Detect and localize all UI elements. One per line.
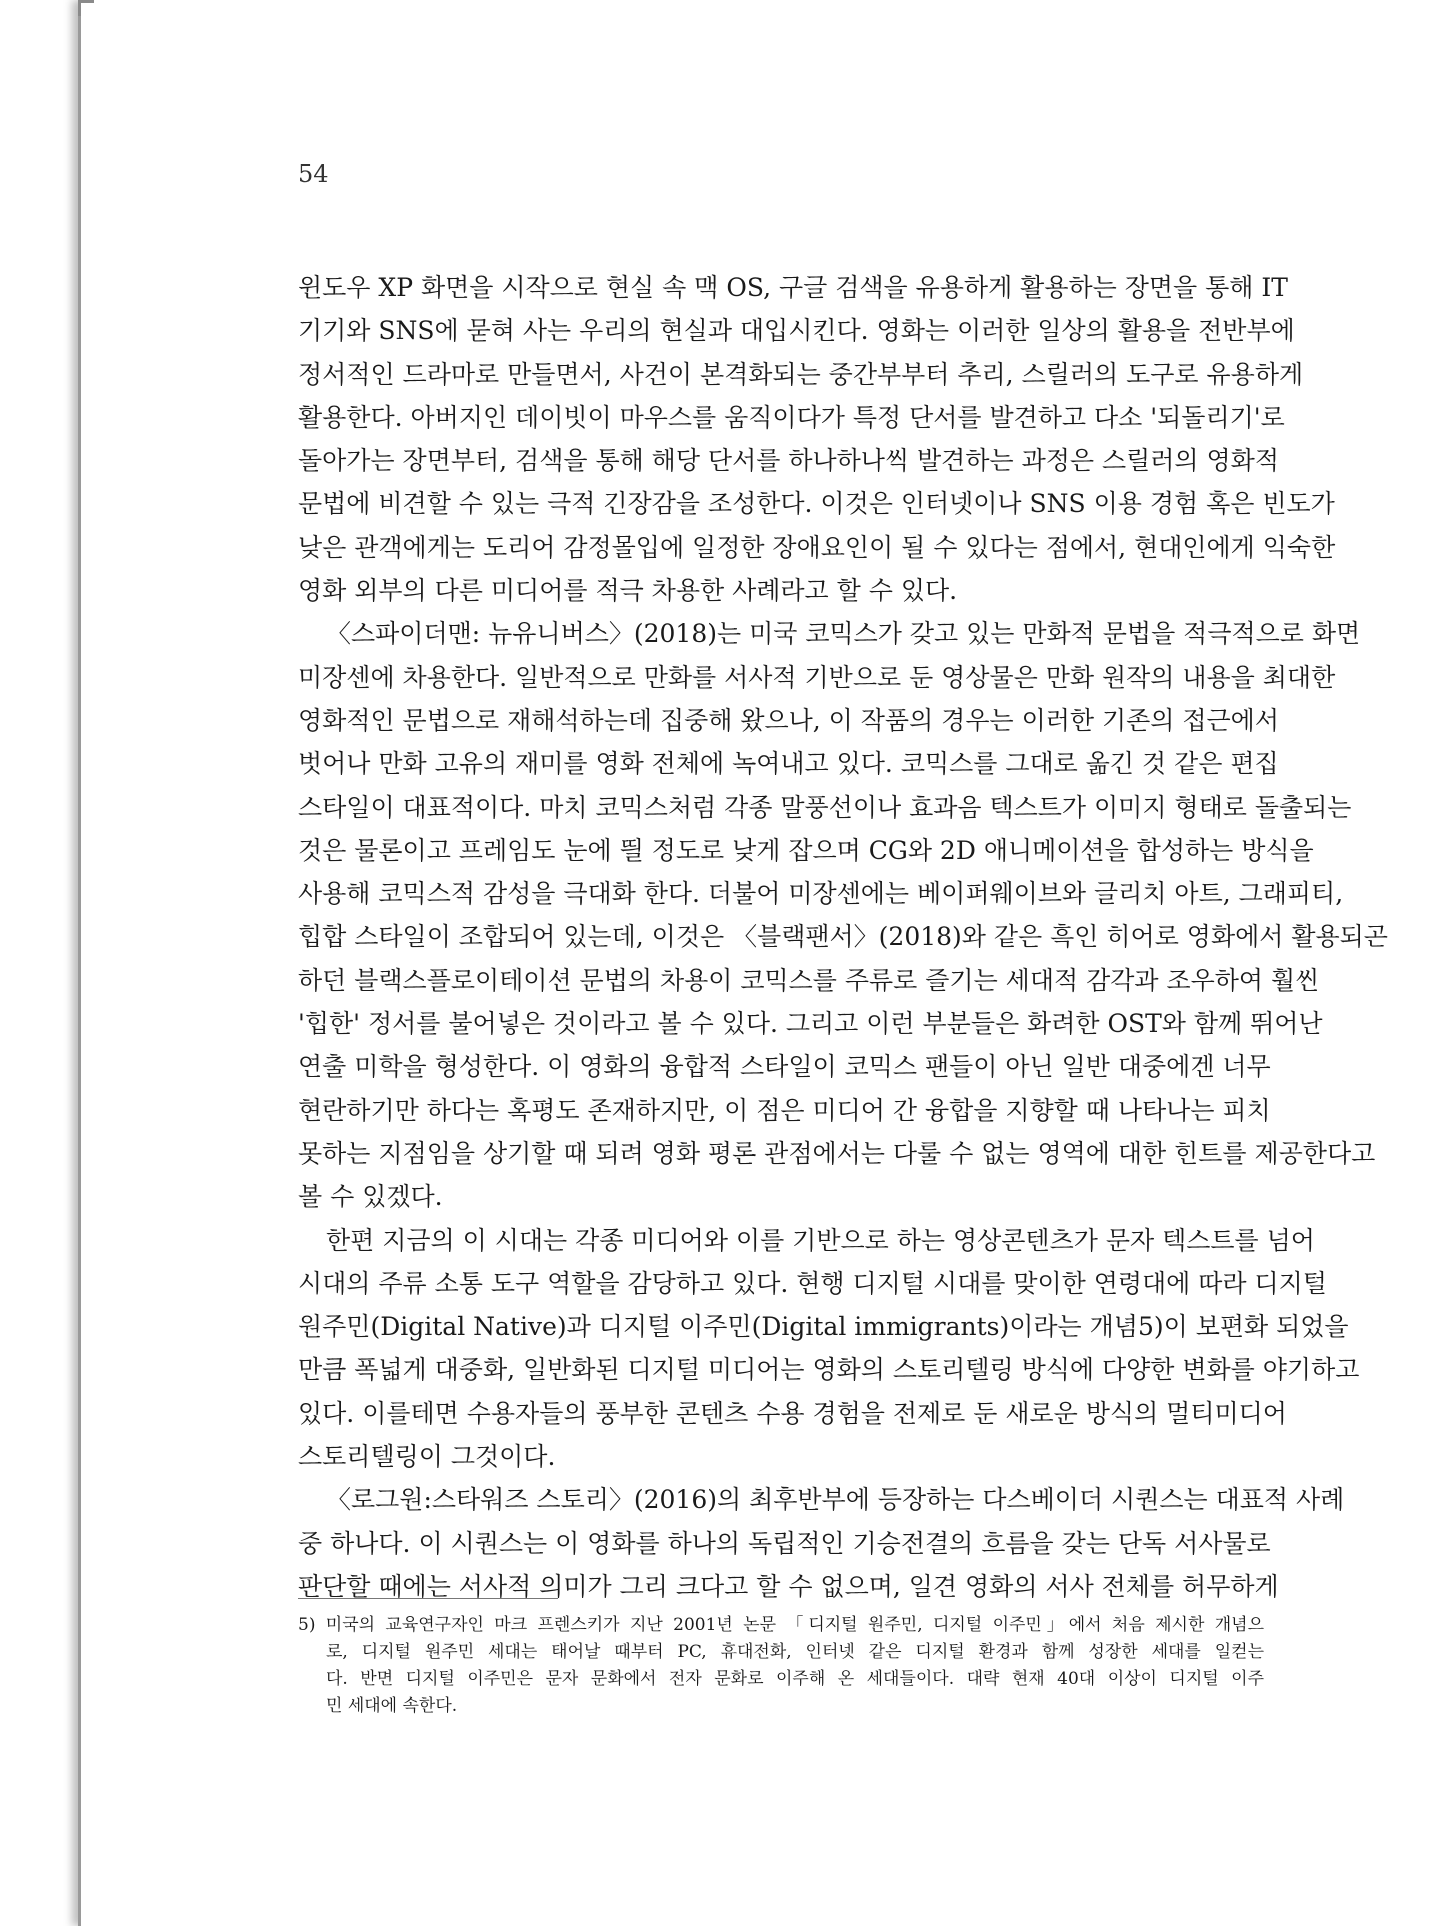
body-line: 낮은 관객에게는 도리어 감정몰입에 일정한 장애요인이 될 수 있다는 점에서, 현대인에게 익숙한 (298, 532, 1336, 562)
body-line: 힙합 스타일이 조합되어 있는데, 이것은 〈블랙팬서〉(2018)와 같은 흑인 히어로 영화에서 활용되곤 (298, 922, 1388, 952)
body-line: 〈스파이더맨: 뉴유니버스〉(2018)는 미국 코믹스가 갖고 있는 만화적 문법을 적극적으로 화면 (326, 619, 1361, 649)
body-text (298, 266, 1388, 1608)
body-line: 미장센에 차용한다. 일반적으로 만화를 서사적 기반으로 둔 영상물은 만화 원작의 내용을 최대한 (298, 662, 1336, 692)
body-line: 있다. 이를테면 수용자들의 풍부한 콘텐츠 수용 경험을 전제로 둔 새로운 방식의 멀티미디어 (298, 1398, 1287, 1428)
page-corner-fold (78, 0, 94, 16)
body-line: 연출 미학을 형성한다. 이 영화의 융합적 스타일이 코믹스 팬들이 아닌 일반 대중에겐 너무 (298, 1052, 1271, 1082)
body-line: 영화적인 문법으로 재해석하는데 집중해 왔으나, 이 작품의 경우는 이러한 기존의 접근에서 (298, 705, 1279, 735)
body-line: '힙한' 정서를 불어넣은 것이라고 볼 수 있다. 그리고 이런 부분들은 화려한 OST와 함께 뛰어난 (298, 1009, 1323, 1039)
body-line: 〈로그원:스타워즈 스토리〉(2016)의 최후반부에 등장하는 다스베이더 시퀀스는 대표적 사례 (326, 1485, 1345, 1515)
body-line: 한편 지금의 이 시대는 각종 미디어와 이를 기반으로 하는 영상콘텐츠가 문자 텍스트를 넘어 (326, 1225, 1315, 1255)
page-number: 54 (298, 160, 329, 188)
body-line: 원주민(Digital Native)과 디지털 이주민(Digital immigrants)이라는 개념5)이 보편화 되었을 (298, 1312, 1349, 1342)
body-line: 것은 물론이고 프레임도 눈에 띌 정도로 낮게 잡으며 CG와 2D 애니메이션을 합성하는 방식을 (298, 835, 1314, 865)
footnote (298, 1612, 1264, 1720)
body-line: 활용한다. 아버지인 데이빗이 마우스를 움직이다가 특정 단서를 발견하고 다소 '되돌리기'로 (298, 402, 1285, 432)
footnote-line: 다. 반면 디지털 이주민은 문자 문화에서 전자 문화로 이주해 온 세대들이다. 대략 현재 40대 이상이 디지털 이주 (326, 1669, 1264, 1689)
body-line: 하던 블랙스플로이테이션 문법의 차용이 코믹스를 주류로 즐기는 세대적 감각과 조우하여 훨씬 (298, 965, 1320, 995)
body-line: 돌아가는 장면부터, 검색을 통해 해당 단서를 하나하나씩 발견하는 과정은 스릴러의 영화적 (298, 446, 1279, 476)
footnote-line: 민 세대에 속한다. (326, 1696, 458, 1716)
body-line: 볼 수 있겠다. (298, 1182, 443, 1212)
footnote-line: 5) 미국의 교육연구자인 마크 프렌스키가 지난 2001년 논문 「디지털 원주민, 디지털 이주민」에서 처음 제시한 개념으 (298, 1615, 1264, 1635)
body-line: 시대의 주류 소통 도구 역할을 감당하고 있다. 현행 디지털 시대를 맞이한 연령대에 따라 디지털 (298, 1268, 1327, 1298)
body-line: 못하는 지점임을 상기할 때 되려 영화 평론 관점에서는 다룰 수 없는 영역에 대한 힌트를 제공한다고 (298, 1138, 1376, 1168)
body-line: 스토리텔링이 그것이다. (298, 1442, 556, 1472)
body-line: 기기와 SNS에 묻혀 사는 우리의 현실과 대입시킨다. 영화는 이러한 일상의 활용을 전반부에 (298, 316, 1295, 346)
body-line: 영화 외부의 다른 미디어를 적극 차용한 사례라고 할 수 있다. (298, 576, 958, 606)
body-line: 사용해 코믹스적 감성을 극대화 한다. 더불어 미장센에는 베이퍼웨이브와 글리치 아트, 그래피티, (298, 879, 1344, 909)
body-line: 현란하기만 하다는 혹평도 존재하지만, 이 점은 미디어 간 융합을 지향할 때 나타나는 피치 (298, 1095, 1271, 1125)
body-line: 윈도우 XP 화면을 시작으로 현실 속 맥 OS, 구글 검색을 유용하게 활용하는 장면을 통해 IT (298, 273, 1288, 302)
body-line: 정서적인 드라마로 만들면서, 사건이 본격화되는 중간부부터 추리, 스릴러의 도구로 유용하게 (298, 359, 1304, 389)
body-line: 스타일이 대표적이다. 마치 코믹스처럼 각종 말풍선이나 효과음 텍스트가 이미지 형태로 돌출되는 (298, 792, 1352, 822)
body-line: 판단할 때에는 서사적 의미가 그리 크다고 할 수 없으며, 일견 영화의 서사 전체를 허무하게 (298, 1571, 1279, 1601)
body-line: 문법에 비견할 수 있는 극적 긴장감을 조성한다. 이것은 인터넷이나 SNS 이용 경험 혹은 빈도가 (298, 489, 1335, 519)
footnote-divider (298, 1598, 558, 1599)
body-line: 중 하나다. 이 시퀀스는 이 영화를 하나의 독립적인 기승전결의 흐름을 갖는 단독 서사물로 (298, 1528, 1271, 1558)
footnote-line: 로, 디지털 원주민 세대는 태어날 때부터 PC, 휴대전화, 인터넷 같은 디지털 환경과 함께 성장한 세대를 일컫는 (326, 1642, 1264, 1662)
body-line: 벗어나 만화 고유의 재미를 영화 전체에 녹여내고 있다. 코믹스를 그대로 옮긴 것 같은 편집 (298, 749, 1279, 779)
body-line: 만큼 폭넓게 대중화, 일반화된 디지털 미디어는 영화의 스토리텔링 방식에 다양한 변화를 야기하고 (298, 1355, 1360, 1385)
